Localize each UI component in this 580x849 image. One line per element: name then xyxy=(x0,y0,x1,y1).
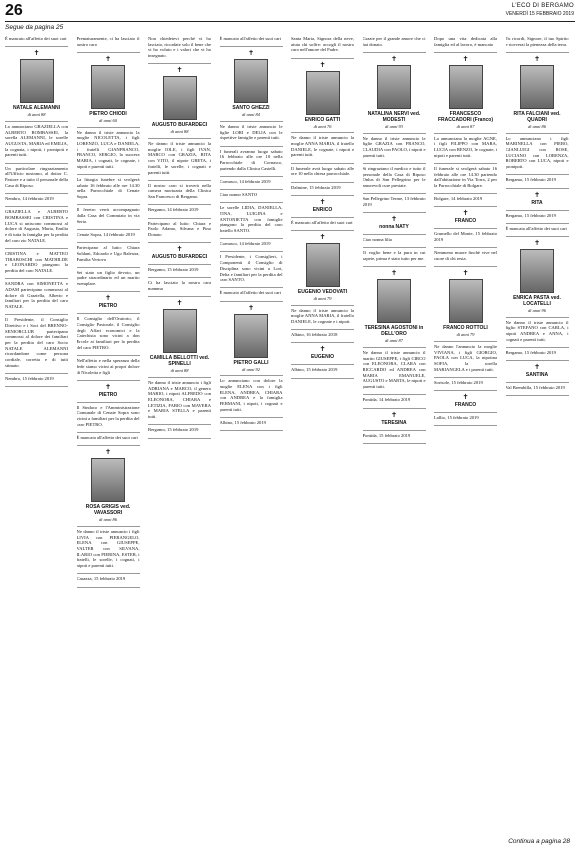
notice-text: Ciao nonno SANTO xyxy=(219,192,258,198)
deceased-name: ENRICO GATTI xyxy=(304,116,341,123)
cross-icon: ✝ xyxy=(248,49,254,58)
cross-icon: ✝ xyxy=(105,54,111,63)
deceased-name: PIETRO xyxy=(98,391,118,398)
notice-text: Il Sindaco e l'Amministrazione Comunale di Cenate Sopra sono vicini a familiari per la perdita del caro PIETRO. xyxy=(76,404,140,427)
obituary-notice xyxy=(506,361,569,383)
notice-text: Non chiedetevi perché vi ho lasciato, ricordate solo il bene che vi ho voluto e i valori che vi ho insegnato. xyxy=(148,36,211,59)
portrait-photo xyxy=(234,314,268,358)
cross-icon: ✝ xyxy=(176,299,183,308)
notice-text: È mancata all'affetto dei suoi cari xyxy=(505,225,567,231)
notice-text: Cornasco, 14 febbraio 2019 xyxy=(219,178,271,184)
deceased-name: ENRICA PASTA ved. LOCATELLI xyxy=(513,294,561,307)
deceased-age: di anni 88 xyxy=(27,112,46,118)
deceased-name: NATALINA NERVI ved. MODESTI xyxy=(367,110,421,123)
cross-icon: ✝ xyxy=(534,363,540,372)
notice-text-block xyxy=(77,205,140,230)
notice-text-block xyxy=(506,318,569,348)
notice-text: Bergamo, 15 febbraio 2019 xyxy=(505,177,556,183)
deceased-age: di anni 86 xyxy=(99,517,117,523)
notice-text-block xyxy=(220,252,283,288)
notice-text: Lallio, 15 febbraio 2019 xyxy=(434,415,479,421)
notice-text: Il Presidente, il Consiglio Direttivo e i Soci del BRENNO-SENIORCLUB partecipano commossi al dolore dei familiari per la perdita del caro Socio NATALE ALEMANNI ricordandone come persona cordiale, corretta e di tutti stimato. xyxy=(5,317,68,368)
notice-text: Le sorelle LIDIA, DANIELLA, TINA, LUIGINA e ANTONIETTA con famiglie piangono la perdita del caro fratello SANTO. xyxy=(219,205,283,234)
cross-icon: ✝ xyxy=(462,54,469,63)
notice-text-block xyxy=(220,177,283,190)
obituary-column-1 xyxy=(5,34,68,840)
notice-text: I funerali avranno luogo sabato 16 febbraio alle ore 10 nella Parrocchiale di Cornasco, partendo dalla Clinica Castelli. xyxy=(219,148,283,171)
notice-text: Ne danno il triste annuncio le figlie GRAZIA con FRANCO, CLAUDIA con PAOLO, i nipoti e parenti tutti. xyxy=(362,135,426,158)
notice-text: Lo annunciano i figli MARINELLA con PIERO, GIANLUIGI con ROSE, LUCIANO con LORENZA, ROBERTO con LUCA, nipoti e pronipoti. xyxy=(505,135,569,170)
cross-icon: ✝ xyxy=(462,209,469,218)
notice-text: Bolgare, 14 febbraio 2019 xyxy=(434,196,483,202)
portrait-photo xyxy=(377,279,411,323)
deceased-age: di anni 76 xyxy=(313,123,332,129)
notice-text: Cenate Sopra, 14 febbraio 2019 xyxy=(76,231,135,237)
notice-text: Il funerale si svolgerà sabato 16 febbraio alle ore 14.30 partendo dall'abitazione in Via Torra, 2 per la Parrocchiale di Bolgare. xyxy=(434,165,497,189)
notice-text-block xyxy=(5,164,68,194)
notice-text-block xyxy=(363,395,426,408)
notice-text: Nemmeno muore finchè vive nel cuore di chi resta. xyxy=(434,250,497,262)
portrait-photo xyxy=(306,71,340,115)
cross-icon: ✝ xyxy=(391,215,397,224)
notice-text: Ne danno il triste annuncio la moglie NICOLETTA, i figli LORENZO, LUCA e DANIELA, i fratelli GIANFRANCO, FRANCO, SERGIO, la suocera MARIA, i cognati, le cognate, i nipoti e parenti tutti. xyxy=(76,129,140,169)
obituary-notice xyxy=(291,196,354,218)
continued-on-label: Continua a pagina 28 xyxy=(508,838,570,845)
cross-icon: ✝ xyxy=(462,393,469,402)
notice-text: Pontida, 14 febbraio 2019 xyxy=(362,397,411,403)
cross-icon: ✝ xyxy=(534,190,540,199)
notice-text-block xyxy=(220,288,283,301)
notice-text: CRISTINA e MATTEO TIRABOSCHI con MATHILDE e LEONARDO piangono la perdita del caro NATALE. xyxy=(5,250,68,273)
deceased-age: di anni 96 xyxy=(528,307,546,313)
notice-text-block xyxy=(5,374,68,387)
notice-text: Lo annunciano con dolore la moglie ELENA con i figli ELENA, ANDREA, CHIARA con ANDREA e la famiglia FERMANI, i nipoti, i cognati e parenti tutti. xyxy=(219,378,283,412)
deceased-name: FRANCO xyxy=(454,218,477,225)
obituary-notice xyxy=(148,297,211,378)
portrait-photo xyxy=(520,249,554,293)
notice-text: GRAZIELLA e ALBERTO BOMBASSEI con CRISTINA e LUCA si uniscono commossi al dolore di Augusta, Maria, Emilia e di tutta la famiglia per la perdita del caro zio NATALE. xyxy=(5,209,68,243)
notice-text-block xyxy=(506,211,569,224)
obituary-notice xyxy=(148,243,211,265)
obituary-column-4 xyxy=(220,34,283,840)
notice-text: Il funerale avrà luogo sabato alle ore 10 nella chiesa parrocchiale. xyxy=(291,165,354,177)
notice-text-block xyxy=(220,34,283,47)
deceased-name: SANTINA xyxy=(525,372,549,379)
obituary-notice xyxy=(148,64,211,139)
cross-icon: ✝ xyxy=(391,410,397,419)
notice-text-block xyxy=(363,431,426,444)
obituary-notice xyxy=(434,53,497,134)
deceased-name: ROSA GRIGIS ved. VAVASSORI xyxy=(85,504,131,517)
notice-text: La liturgia funebre si svolgerà sabato 16 febbraio alle ore 14.30 nella Parrocchiale di Cenate Sopra. xyxy=(76,177,140,200)
deceased-name: NATALE ALEMANNI xyxy=(12,105,61,112)
notice-text: Tu ricordi, Signore, il tuo Spirito e riceverai la pienezza della terra. xyxy=(505,36,569,47)
page-header xyxy=(0,0,580,22)
notice-text-block xyxy=(220,147,283,177)
notice-text-block xyxy=(5,279,68,315)
notice-text-block xyxy=(363,164,426,194)
deceased-name: FRANCO ROTTOLI xyxy=(443,325,488,332)
notice-text-block xyxy=(77,356,140,381)
obituary-notice xyxy=(77,292,140,314)
notice-text-block xyxy=(363,34,426,53)
portrait-photo xyxy=(91,65,125,109)
notice-text: Bergamo, 15 febbraio 2019 xyxy=(148,267,199,273)
obituary-notice xyxy=(291,231,354,306)
obituary-notice xyxy=(291,343,354,365)
obituary-notice xyxy=(291,59,354,134)
continued-from-label: Segue da pagina 25 xyxy=(5,24,64,31)
deceased-name: FRANCESCO FRACCADORI (Franco) xyxy=(438,110,493,123)
notice-text: Ne danno il triste annuncio i figli ADRIANA e MARCO, il genero MARIO, i nipoti ALFREDO con ELEONORA, CHIARA e LETIZIA, FABIO con MAVERA e MARIA STELLA e parenti tutti. xyxy=(148,379,211,420)
notice-text-block xyxy=(77,314,140,356)
notice-text: San Pellegrino Terme, 13 febbraio 2019 xyxy=(362,196,426,207)
notice-text-block xyxy=(291,365,354,378)
cross-icon: ✝ xyxy=(105,382,111,391)
notice-text: Nembro, 15 febbraio 2019 xyxy=(5,376,54,382)
deceased-name: PIETRO CHIODI xyxy=(89,110,127,117)
portrait-photo xyxy=(449,65,483,109)
obituary-column-8 xyxy=(506,34,569,840)
notice-text: Bergamo, 15 febbraio 2019 xyxy=(148,427,199,433)
notice-text-block xyxy=(220,418,283,431)
notice-text-block xyxy=(291,330,354,343)
deceased-name: SANTO GHEZZI xyxy=(232,105,270,112)
notice-text-block xyxy=(148,425,211,438)
deceased-name: EUGENIO xyxy=(310,354,335,361)
notice-text: I Presidente, i Consiglieri, i Componenti il Consiglio di Disciplina sono vicini a Lori, Delia e familiari per la perdita del caro SANTO. xyxy=(219,254,283,283)
notice-text-block xyxy=(291,133,354,163)
deceased-name: ENRICO xyxy=(312,206,333,213)
notice-text: Dopo una vita dedicata alla famiglia ed al lavoro, è mancato xyxy=(434,36,497,47)
deceased-name: PIETRO GALLI xyxy=(233,359,269,366)
notice-text: Ci ha lasciato la nostra cara mamma xyxy=(148,280,211,292)
deceased-name: nonna NATY xyxy=(379,224,409,231)
notice-text: Ne danno il triste annuncio le figlie LORI e DELIA con le rispettive famiglie e parenti tutti. xyxy=(219,123,283,141)
obituary-notice xyxy=(363,53,426,134)
deceased-name: PIETRO xyxy=(98,303,118,310)
obituary-notice xyxy=(363,409,426,431)
cross-icon: ✝ xyxy=(534,238,540,247)
notice-text-block xyxy=(434,34,497,53)
notice-text: È mancato all'affetto dei suoi cari xyxy=(5,36,67,41)
deceased-age: di anni 84 xyxy=(242,112,260,118)
notice-text-block xyxy=(506,134,569,176)
deceased-age: di anni 60 xyxy=(99,117,117,123)
notice-text: Sorisole, 15 febbraio 2019 xyxy=(434,379,483,385)
notice-text: Ne danno il triste annuncio la moglie IOLE, i figli IVAN, MARCO con GRAZIA, RITA con VITO, il nipote GRETA, i fratelli, le sorelle, i cognati e parenti tutti. xyxy=(148,141,211,175)
notice-text-block xyxy=(220,122,283,147)
notice-text-block xyxy=(77,243,140,268)
notice-text: Si ringraziano il medico e tutto il personale della Casa di Riposo Onlus di San Pellegrino per le amorevoli cure prestate. xyxy=(362,165,426,189)
newspaper-brand: L'ECO DI BERGAMO xyxy=(511,3,574,9)
notice-text: Ne danno il triste annuncio il figlio STEFANO con CARLA, i nipoti ANDREA e ANNA, i cognati e parenti tutti. xyxy=(505,319,569,342)
obituary-column-3 xyxy=(148,34,211,840)
notice-text-block xyxy=(148,34,211,64)
notice-text-block xyxy=(220,376,283,418)
notice-text-block xyxy=(220,190,283,203)
notice-text: È mancato all'affetto dei suoi cari xyxy=(219,36,282,41)
issue-date: VENERDÌ 15 FEBBRAIO 2019 xyxy=(505,11,574,17)
notice-text: Dalmine, 15 febbraio 2019 xyxy=(291,184,341,190)
deceased-age: di anni 79 xyxy=(313,295,332,301)
notice-text: Ne danno il triste annuncio la moglie ANNA MARIA, il fratello DANIELE, le cognate, i nipoti e parenti tutti. xyxy=(291,135,354,158)
deceased-name: FRANCO xyxy=(454,402,477,409)
deceased-age: di anni 92 xyxy=(242,366,260,372)
cross-icon: ✝ xyxy=(319,345,326,354)
deceased-name: AUGUSTO BUFARDECI xyxy=(151,122,208,129)
notice-text-block xyxy=(506,383,569,396)
notice-text-block xyxy=(148,378,211,425)
notice-text: Il Consiglio dell'Oratorio, il Consiglio Pastorale, il Consiglio degli Affari economici e la Catechista sono vicini a don Ercole ai familiari per la perdita del caro PIETRO. xyxy=(76,316,140,350)
notice-text: Nell'affetto e nella speranza della fede siamo vicini ai propri dolore di Nicoletta e figli xyxy=(76,358,140,375)
notice-text-block xyxy=(506,175,569,188)
notice-text-block xyxy=(5,315,68,374)
obituary-column-6 xyxy=(363,34,426,840)
portrait-photo xyxy=(377,65,411,109)
notice-text-block xyxy=(77,527,140,574)
notice-text: Albino, 15 febbraio 2019 xyxy=(219,420,266,426)
obituary-notice xyxy=(77,446,140,527)
notice-text: Santa Maria, Signora della neve, aiuta chi soffre: accogli il nostro caro nell'amore del Padre. xyxy=(291,36,354,53)
notice-text-block xyxy=(363,194,426,213)
portrait-photo xyxy=(163,309,197,353)
notice-text-block xyxy=(77,34,140,53)
notice-text-block xyxy=(434,413,497,426)
portrait-photo xyxy=(20,59,54,103)
cross-icon: ✝ xyxy=(319,197,326,206)
notice-text-block xyxy=(506,34,569,53)
obituary-notice xyxy=(77,53,140,128)
obituary-notice xyxy=(220,47,283,122)
notice-text: Ne danno il triste annuncio i figli LIVIA con PIERANGELO, ELENA con GIUSEPPE, VALTER con SILVANA, ILARIO con PIERINA, ESTER, i fratelli, le sorelle, i cognati, i nipoti e parenti tutti. xyxy=(76,528,140,569)
notice-text-block xyxy=(77,128,140,175)
notice-text: Partecipano al lutto: Chiara e Paolo Adamo, Silvana e Pino Donato xyxy=(148,220,211,237)
obituary-column-5 xyxy=(291,34,354,840)
notice-text-block xyxy=(434,378,497,391)
notice-text-block xyxy=(363,235,426,248)
cross-icon: ✝ xyxy=(176,245,183,254)
deceased-name: AUGUSTO BUFARDECI xyxy=(151,254,208,261)
notice-text: Val Brembilla, 15 febbraio 2019 xyxy=(505,385,565,391)
notice-text: Ne danno il triste annuncio il marito GIUSEPPE, i figli CIRCO con ELEONORA, CLARA con RICCARDO ed ANDREA con MARIA EMANUELE, AUGUSTO e MARTA, le nipoti e parenti tutti. xyxy=(362,349,426,390)
notice-text-block xyxy=(77,433,140,446)
notice-text-block xyxy=(291,306,354,331)
notice-text: Partecipano al lutto: Chiara Soldani, Edoardo e Ugo Balestra, Familia Vertova xyxy=(76,245,140,262)
notice-text-block xyxy=(77,268,140,293)
notice-text: Pontida, 15 febbraio 2019 xyxy=(362,432,411,438)
notice-text: Lo annunciano GRAZIELLA con ALBERTO BOMBASSEI, la sorella ALEMANNI, le sorelle AUGUSTA, MARIA ed EMILIA, la cognata, i nipoti, i pronipoti e parenti tutti. xyxy=(5,123,68,158)
notice-text: Ti voglio bene e la pura in cui sapete, prima è stato tutto per me. xyxy=(362,250,426,262)
notice-text-block xyxy=(148,265,211,278)
cross-icon: ✝ xyxy=(462,269,469,278)
notice-text: SANDRA con SIMONETTA e ADAM partecipano commossi al dolore di Graziella, Alberto e familiari per la perdita del caro NATALE. xyxy=(5,281,68,309)
obituary-notice xyxy=(434,207,497,229)
obituary-column-2 xyxy=(77,34,140,840)
deceased-name: TERESINA AGOSTONI in DELL'ORO xyxy=(364,325,424,338)
notice-text-block xyxy=(434,248,497,267)
deceased-name: CAMILLA BELLOTTI ved. SPINELLI xyxy=(149,355,210,368)
obituary-column-7 xyxy=(434,34,497,840)
obituary-notice xyxy=(363,213,426,235)
obituary-notice xyxy=(506,53,569,134)
page-number: 26 xyxy=(5,2,23,19)
deceased-age: di anni 87 xyxy=(456,123,475,129)
cross-icon: ✝ xyxy=(248,303,254,312)
portrait-photo xyxy=(163,76,197,120)
notice-text: Bergamo, 15 febbraio 2019 xyxy=(505,212,556,218)
portrait-photo xyxy=(306,243,340,287)
notice-text: Lo annunciano la moglie AGNE, i figli FILIPPO con MARA, LUCIA con RENZO, le cognate, i nipoti e parenti tutti. xyxy=(434,135,497,158)
notice-text-block xyxy=(363,248,426,267)
notice-text-block xyxy=(5,122,68,164)
notice-text: Prematuramente, ci ha lasciato il nostro caro xyxy=(76,36,140,47)
notice-text: Bergamo, 14 febbraio 2019 xyxy=(148,207,199,213)
notice-text-block xyxy=(506,348,569,361)
cross-icon: ✝ xyxy=(319,60,326,69)
obituary-notice xyxy=(220,302,283,377)
deceased-age: di anni 93 xyxy=(385,123,403,129)
notice-text-block xyxy=(506,224,569,237)
notice-text-block xyxy=(5,249,68,279)
notice-text-block xyxy=(434,342,497,378)
notice-text-block xyxy=(220,203,283,239)
notice-text: È mancata all'affetto dei suoi cari xyxy=(76,435,138,441)
obituary-notice xyxy=(5,47,68,122)
deceased-age: di anni 79 xyxy=(456,332,475,338)
deceased-age: di anni 86 xyxy=(528,123,546,129)
notice-text: Albino, 16 febbraio 2018 xyxy=(291,332,338,338)
notice-text: Nembro, 14 febbraio 2019 xyxy=(5,195,54,201)
notice-text: Ne danno l'annuncio la moglie VIVIANA, i figli GIORGIO, PAOLA con LUCA, la nipotina SOFIA, la sorella MARIANGELA e i parenti tutti. xyxy=(434,343,497,372)
notice-text-block xyxy=(77,230,140,243)
notice-text: Albino, 15 febbraio 2019 xyxy=(291,367,338,373)
deceased-age: di anni 88 xyxy=(170,129,189,135)
notice-text: È mancato all'affetto dei suoi cari xyxy=(291,219,353,225)
portrait-photo xyxy=(91,458,125,502)
deceased-age: di anni 88 xyxy=(170,368,189,374)
notice-text-block xyxy=(291,34,354,59)
obituary-notice xyxy=(77,381,140,403)
obituary-notice xyxy=(434,391,497,413)
notice-text: Ne danno il triste annuncio la moglie ANNA MARIA, il fratello DANIELE, le cognate e i nipoti. xyxy=(291,307,354,325)
notice-text-block xyxy=(434,164,497,194)
obituary-notice xyxy=(363,267,426,348)
notice-text-block xyxy=(434,194,497,207)
header-rule xyxy=(5,21,575,22)
deceased-name: RITA xyxy=(531,199,543,206)
cross-icon: ✝ xyxy=(534,54,540,63)
notice-text-block xyxy=(220,239,283,252)
deceased-name: RITA FALCIANI ved. QUADRI xyxy=(513,110,561,123)
cross-icon: ✝ xyxy=(33,49,40,58)
notice-text-block xyxy=(434,229,497,248)
cross-icon: ✝ xyxy=(176,66,183,75)
obituary-notice xyxy=(434,267,497,342)
notice-text-block xyxy=(148,181,211,206)
notice-text: Un particolare ringraziamento all'Ufficio nostrano, al dottor C. Pastore e a tutto il personale della Casa di Riposo. xyxy=(5,165,68,188)
notice-text: Bergamo, 15 febbraio 2019 xyxy=(505,349,556,355)
portrait-photo xyxy=(449,279,483,323)
notice-text: Cornasco, 14 febbraio 2019 xyxy=(219,241,271,247)
portrait-photo xyxy=(520,65,554,109)
cross-icon: ✝ xyxy=(391,269,397,278)
notice-text-block xyxy=(434,134,497,164)
notice-text-block xyxy=(148,205,211,218)
notice-text-block xyxy=(363,134,426,164)
notice-text: Grumello del Monte, 15 febbraio 2019 xyxy=(434,231,497,243)
deceased-name: TERESINA xyxy=(381,419,407,426)
notice-text: È mancato all'affetto dei suoi cari xyxy=(219,290,282,296)
obituary-notice xyxy=(506,237,569,318)
notice-text-block xyxy=(148,139,211,181)
notice-text: Grazie per il grande amore che ci hai donato. xyxy=(362,36,426,47)
notice-text-block xyxy=(77,403,140,433)
notice-text-block xyxy=(291,218,354,231)
notice-text-block xyxy=(5,34,68,47)
notice-text-block xyxy=(5,194,68,207)
notice-text-block xyxy=(291,164,354,183)
notice-text-block xyxy=(77,175,140,205)
deceased-name: EUGENIO VEDOVATI xyxy=(297,288,348,295)
notice-text: Il nostro caro si troverà nella camera mortuaria della Clinica San Francesco di Bergamo. xyxy=(148,182,211,200)
deceased-age: di anni 87 xyxy=(385,338,403,344)
cross-icon: ✝ xyxy=(319,232,326,241)
notice-text-block xyxy=(291,183,354,196)
notice-text-block xyxy=(363,348,426,395)
notice-text: Casazza, 15 febbraio 2019 xyxy=(76,576,126,582)
notice-text: Il feretro verrà accompagnato dalla Casa del Commiato in via Serio. xyxy=(76,207,140,224)
notice-text-block xyxy=(148,278,211,297)
notice-text: Ciao nonna lilia xyxy=(362,237,392,243)
notice-text: Sei stato un figlio devoto, un padre straordinario ed un marito esemplare. xyxy=(76,269,140,287)
cross-icon: ✝ xyxy=(105,294,111,303)
notice-text-block xyxy=(148,219,211,244)
notice-text-block xyxy=(77,574,140,587)
portrait-photo xyxy=(234,59,268,103)
cross-icon: ✝ xyxy=(105,448,111,457)
obituary-notice xyxy=(506,189,569,211)
cross-icon: ✝ xyxy=(391,54,397,63)
notice-text-block xyxy=(5,207,68,249)
